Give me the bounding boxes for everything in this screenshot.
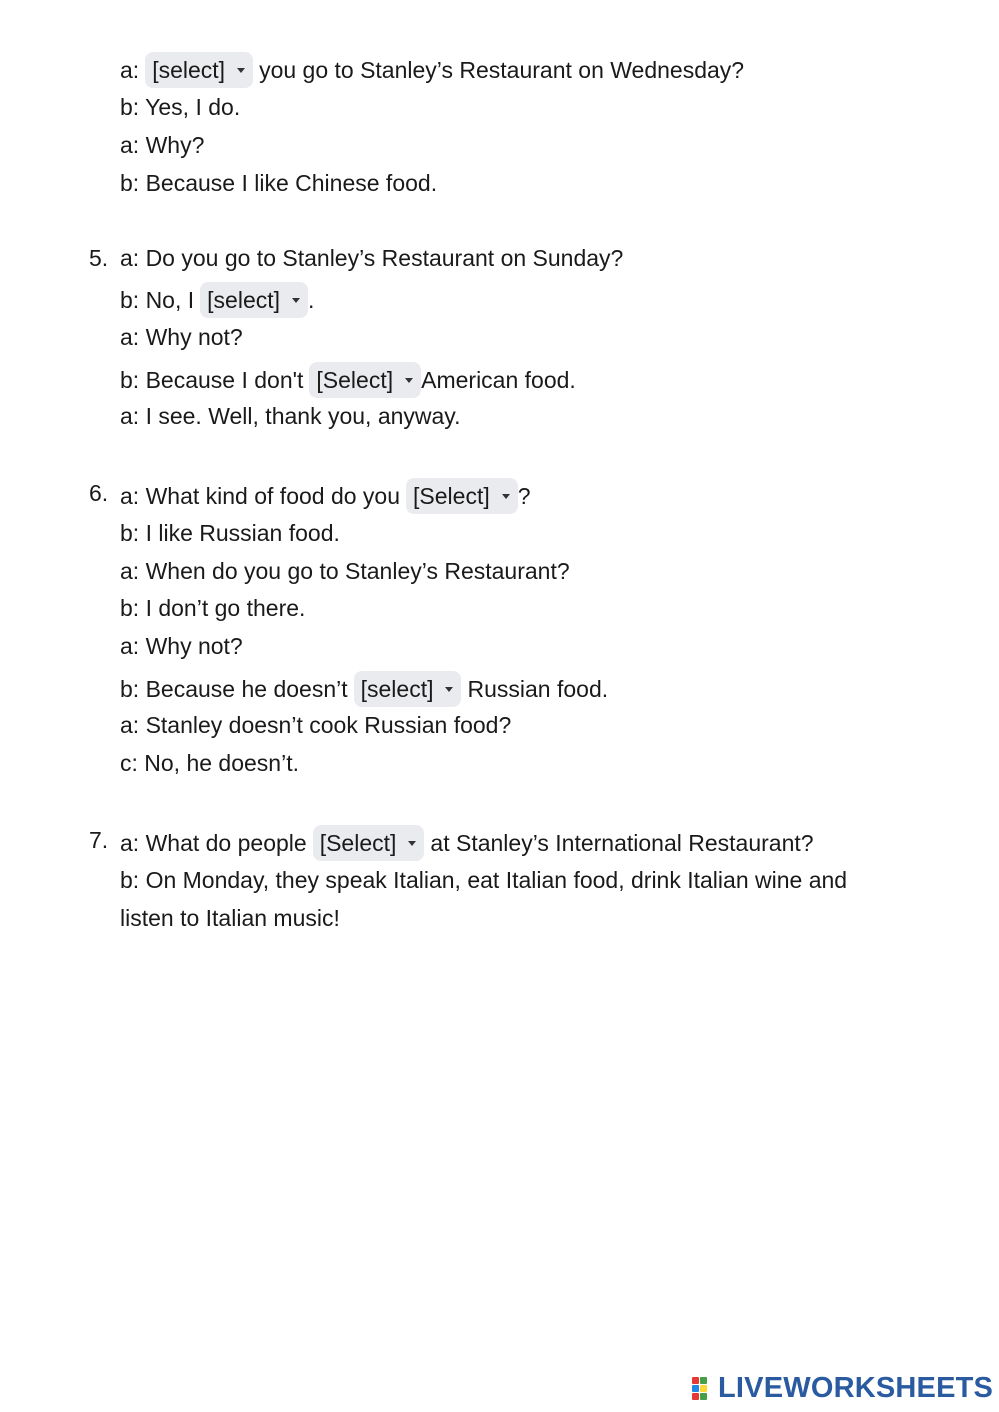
dialogue-line: c: No, he doesn’t. <box>120 750 299 776</box>
dialogue-line <box>120 362 576 398</box>
dialogue-line: b: On Monday, they speak Italian, eat Italian food, drink Italian wine and <box>120 867 848 893</box>
line-prefix: a: What kind of food do you <box>120 483 401 509</box>
dialogue-line: b: I don’t go there. <box>120 595 306 621</box>
line-suffix: Russian food. <box>467 676 609 702</box>
line-suffix: ? <box>517 483 531 509</box>
answer-select[interactable] <box>406 478 518 514</box>
line-suffix: at Stanley’s International Restaurant? <box>430 830 814 856</box>
dialogue-line: a: When do you go to Stanley’s Restaurant? <box>120 558 570 584</box>
dialogue-line <box>120 825 814 861</box>
line-prefix: b: No, I <box>120 287 195 313</box>
dialogue-line <box>120 52 744 88</box>
logo-text: LIVEWORKSHEETS <box>718 1372 994 1404</box>
dialogue-line: listen to Italian music! <box>120 905 340 931</box>
dialogue-line: a: Why not? <box>120 324 243 350</box>
dialogue-line <box>120 478 531 514</box>
item-number: 7. <box>89 827 109 853</box>
item-number: 5. <box>89 245 109 271</box>
dialogue-line: b: Because I like Chinese food. <box>120 170 438 196</box>
answer-select[interactable] <box>354 671 462 707</box>
line-suffix: American food. <box>421 367 576 393</box>
answer-select[interactable] <box>145 52 253 88</box>
select-value: [select] <box>152 57 226 83</box>
chevron-down-icon <box>502 494 510 499</box>
select-value: [Select] <box>316 367 394 393</box>
line-prefix: b: Because I don't <box>120 367 304 393</box>
dialogue-line: b: Yes, I do. <box>120 94 241 120</box>
answer-select[interactable] <box>313 825 425 861</box>
select-value: [select] <box>360 676 434 702</box>
dialogue-line: a: I see. Well, thank you, anyway. <box>120 403 461 429</box>
dialogue-line <box>120 671 608 707</box>
line-prefix: b: Because he doesn’t <box>120 676 348 702</box>
logo-grid-icon <box>692 1377 716 1401</box>
line-suffix: you go to Stanley’s Restaurant on Wednesday? <box>259 57 745 83</box>
chevron-down-icon <box>237 68 245 73</box>
liveworksheets-logo <box>692 1372 993 1405</box>
chevron-down-icon <box>405 378 413 383</box>
line-suffix: . <box>308 287 315 313</box>
line-prefix: a: <box>120 57 140 83</box>
dialogue-line: a: Do you go to Stanley’s Restaurant on Sunday? <box>120 245 624 271</box>
select-value: [Select] <box>319 830 397 856</box>
chevron-down-icon <box>292 298 300 303</box>
select-value: [select] <box>207 287 281 313</box>
select-value: [Select] <box>413 483 490 509</box>
answer-select[interactable] <box>200 282 308 318</box>
line-prefix: a: What do people <box>120 830 307 856</box>
dialogue-line: a: Stanley doesn’t cook Russian food? <box>120 712 512 738</box>
chevron-down-icon <box>408 841 416 846</box>
dialogue-line: a: Why? <box>120 132 205 158</box>
answer-select[interactable] <box>309 362 421 398</box>
dialogue-line <box>120 282 314 318</box>
dialogue-line: b: I like Russian food. <box>120 520 340 546</box>
item-number: 6. <box>89 480 109 506</box>
chevron-down-icon <box>445 687 453 692</box>
dialogue-line: a: Why not? <box>120 633 243 659</box>
